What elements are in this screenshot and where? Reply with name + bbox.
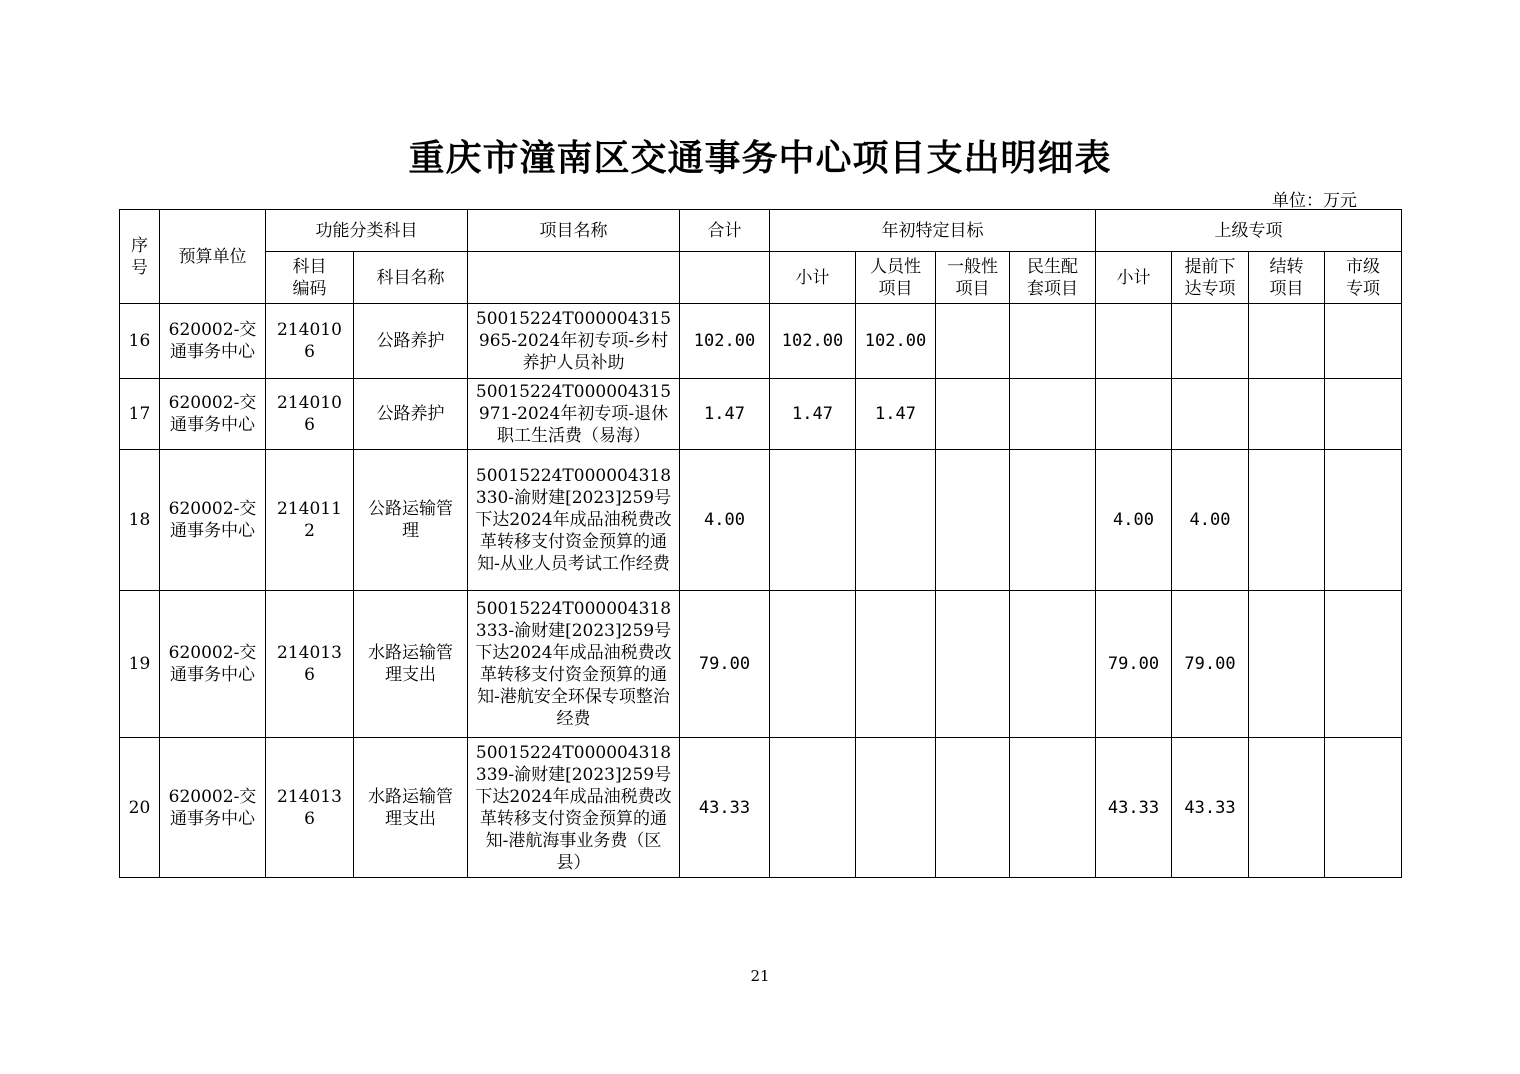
row-ss-advance: 43.33 [1172, 738, 1249, 878]
row-at-livelihood [1010, 591, 1096, 738]
row-at-subtotal [770, 591, 856, 738]
row-ss-advance: 79.00 [1172, 591, 1249, 738]
header-at-personnel: 人员性项目 [856, 252, 936, 304]
row-seq: 16 [120, 304, 160, 379]
row-total: 43.33 [680, 738, 770, 878]
header-ss-carryover: 结转项目 [1249, 252, 1325, 304]
row-total: 4.00 [680, 450, 770, 591]
row-ss-city [1325, 379, 1402, 450]
row-at-general [936, 450, 1010, 591]
row-item-name: 50015224T000004315965-2024年初专项-乡村养护人员补助 [468, 304, 680, 379]
header-superior-special: 上级专项 [1096, 210, 1402, 252]
row-ss-carryover [1249, 738, 1325, 878]
row-at-personnel [856, 591, 936, 738]
expenditure-detail-table [119, 209, 1402, 878]
row-subject-name: 公路养护 [354, 379, 468, 450]
row-subject-name: 水路运输管理支出 [354, 591, 468, 738]
row-ss-advance [1172, 304, 1249, 379]
header-total: 合计 [680, 210, 770, 252]
row-subject-code: 2140136 [266, 738, 354, 878]
row-subject-code: 2140106 [266, 379, 354, 450]
row-at-personnel [856, 450, 936, 591]
row-ss-advance: 4.00 [1172, 450, 1249, 591]
header-ss-subtotal: 小计 [1096, 252, 1172, 304]
row-item-name: 50015224T000004315971-2024年初专项-退休职工生活费（易海） [468, 379, 680, 450]
row-subject-code: 2140136 [266, 591, 354, 738]
row-seq: 17 [120, 379, 160, 450]
row-at-livelihood [1010, 379, 1096, 450]
page-number: 21 [750, 967, 770, 985]
table-row [120, 304, 1402, 379]
row-at-personnel: 102.00 [856, 304, 936, 379]
row-ss-city [1325, 738, 1402, 878]
row-at-general [936, 379, 1010, 450]
row-at-subtotal [770, 450, 856, 591]
row-seq: 20 [120, 738, 160, 878]
row-at-livelihood [1010, 304, 1096, 379]
row-ss-subtotal: 4.00 [1096, 450, 1172, 591]
header-ss-city: 市级专项 [1325, 252, 1402, 304]
header-total-blank [680, 252, 770, 304]
header-subject-code: 科目编码 [266, 252, 354, 304]
row-item-name: 50015224T000004318333-渝财建[2023]259号下达2024年成品油税费改革转移支付资金预算的通知-港航安全环保专项整治经费 [468, 591, 680, 738]
row-budget-unit: 620002-交通事务中心 [160, 591, 266, 738]
row-ss-city [1325, 450, 1402, 591]
row-at-personnel [856, 738, 936, 878]
header-seq: 序号 [120, 210, 160, 304]
row-total: 1.47 [680, 379, 770, 450]
row-at-livelihood [1010, 450, 1096, 591]
row-ss-carryover [1249, 304, 1325, 379]
row-ss-city [1325, 304, 1402, 379]
row-ss-subtotal [1096, 379, 1172, 450]
row-budget-unit: 620002-交通事务中心 [160, 379, 266, 450]
row-at-subtotal: 1.47 [770, 379, 856, 450]
row-total: 79.00 [680, 591, 770, 738]
header-at-general: 一般性项目 [936, 252, 1010, 304]
row-budget-unit: 620002-交通事务中心 [160, 738, 266, 878]
header-item-name: 项目名称 [468, 210, 680, 252]
header-at-subtotal: 小计 [770, 252, 856, 304]
row-ss-carryover [1249, 450, 1325, 591]
header-subject-name: 科目名称 [354, 252, 468, 304]
row-subject-name: 公路养护 [354, 304, 468, 379]
header-func-class: 功能分类科目 [266, 210, 468, 252]
row-subject-name: 水路运输管理支出 [354, 738, 468, 878]
row-item-name: 50015224T000004318330-渝财建[2023]259号下达2024年成品油税费改革转移支付资金预算的通知-从业人员考试工作经费 [468, 450, 680, 591]
row-total: 102.00 [680, 304, 770, 379]
row-subject-name: 公路运输管理 [354, 450, 468, 591]
table-row [120, 738, 1402, 878]
row-at-livelihood [1010, 738, 1096, 878]
row-item-name: 50015224T000004318339-渝财建[2023]259号下达2024年成品油税费改革转移支付资金预算的通知-港航海事业务费（区县） [468, 738, 680, 878]
row-ss-subtotal [1096, 304, 1172, 379]
row-budget-unit: 620002-交通事务中心 [160, 450, 266, 591]
table-row [120, 379, 1402, 450]
table-row [120, 591, 1402, 738]
header-row-1 [120, 210, 1402, 252]
header-ss-advance: 提前下达专项 [1172, 252, 1249, 304]
row-subject-code: 2140106 [266, 304, 354, 379]
row-at-personnel: 1.47 [856, 379, 936, 450]
row-seq: 19 [120, 591, 160, 738]
row-at-subtotal: 102.00 [770, 304, 856, 379]
header-at-livelihood: 民生配套项目 [1010, 252, 1096, 304]
table-row [120, 450, 1402, 591]
row-subject-code: 2140112 [266, 450, 354, 591]
row-ss-carryover [1249, 591, 1325, 738]
row-at-general [936, 304, 1010, 379]
row-ss-carryover [1249, 379, 1325, 450]
header-item-name-blank [468, 252, 680, 304]
row-at-subtotal [770, 738, 856, 878]
row-ss-city [1325, 591, 1402, 738]
row-ss-subtotal: 79.00 [1096, 591, 1172, 738]
header-budget-unit: 预算单位 [160, 210, 266, 304]
row-ss-subtotal: 43.33 [1096, 738, 1172, 878]
row-at-general [936, 738, 1010, 878]
row-seq: 18 [120, 450, 160, 591]
row-budget-unit: 620002-交通事务中心 [160, 304, 266, 379]
header-row-2 [120, 252, 1402, 304]
row-ss-advance [1172, 379, 1249, 450]
row-at-general [936, 591, 1010, 738]
unit-label: 单位：万元 [1272, 191, 1357, 211]
page-title: 重庆市潼南区交通事务中心项目支出明细表 [408, 137, 1112, 179]
header-annual-target: 年初特定目标 [770, 210, 1096, 252]
